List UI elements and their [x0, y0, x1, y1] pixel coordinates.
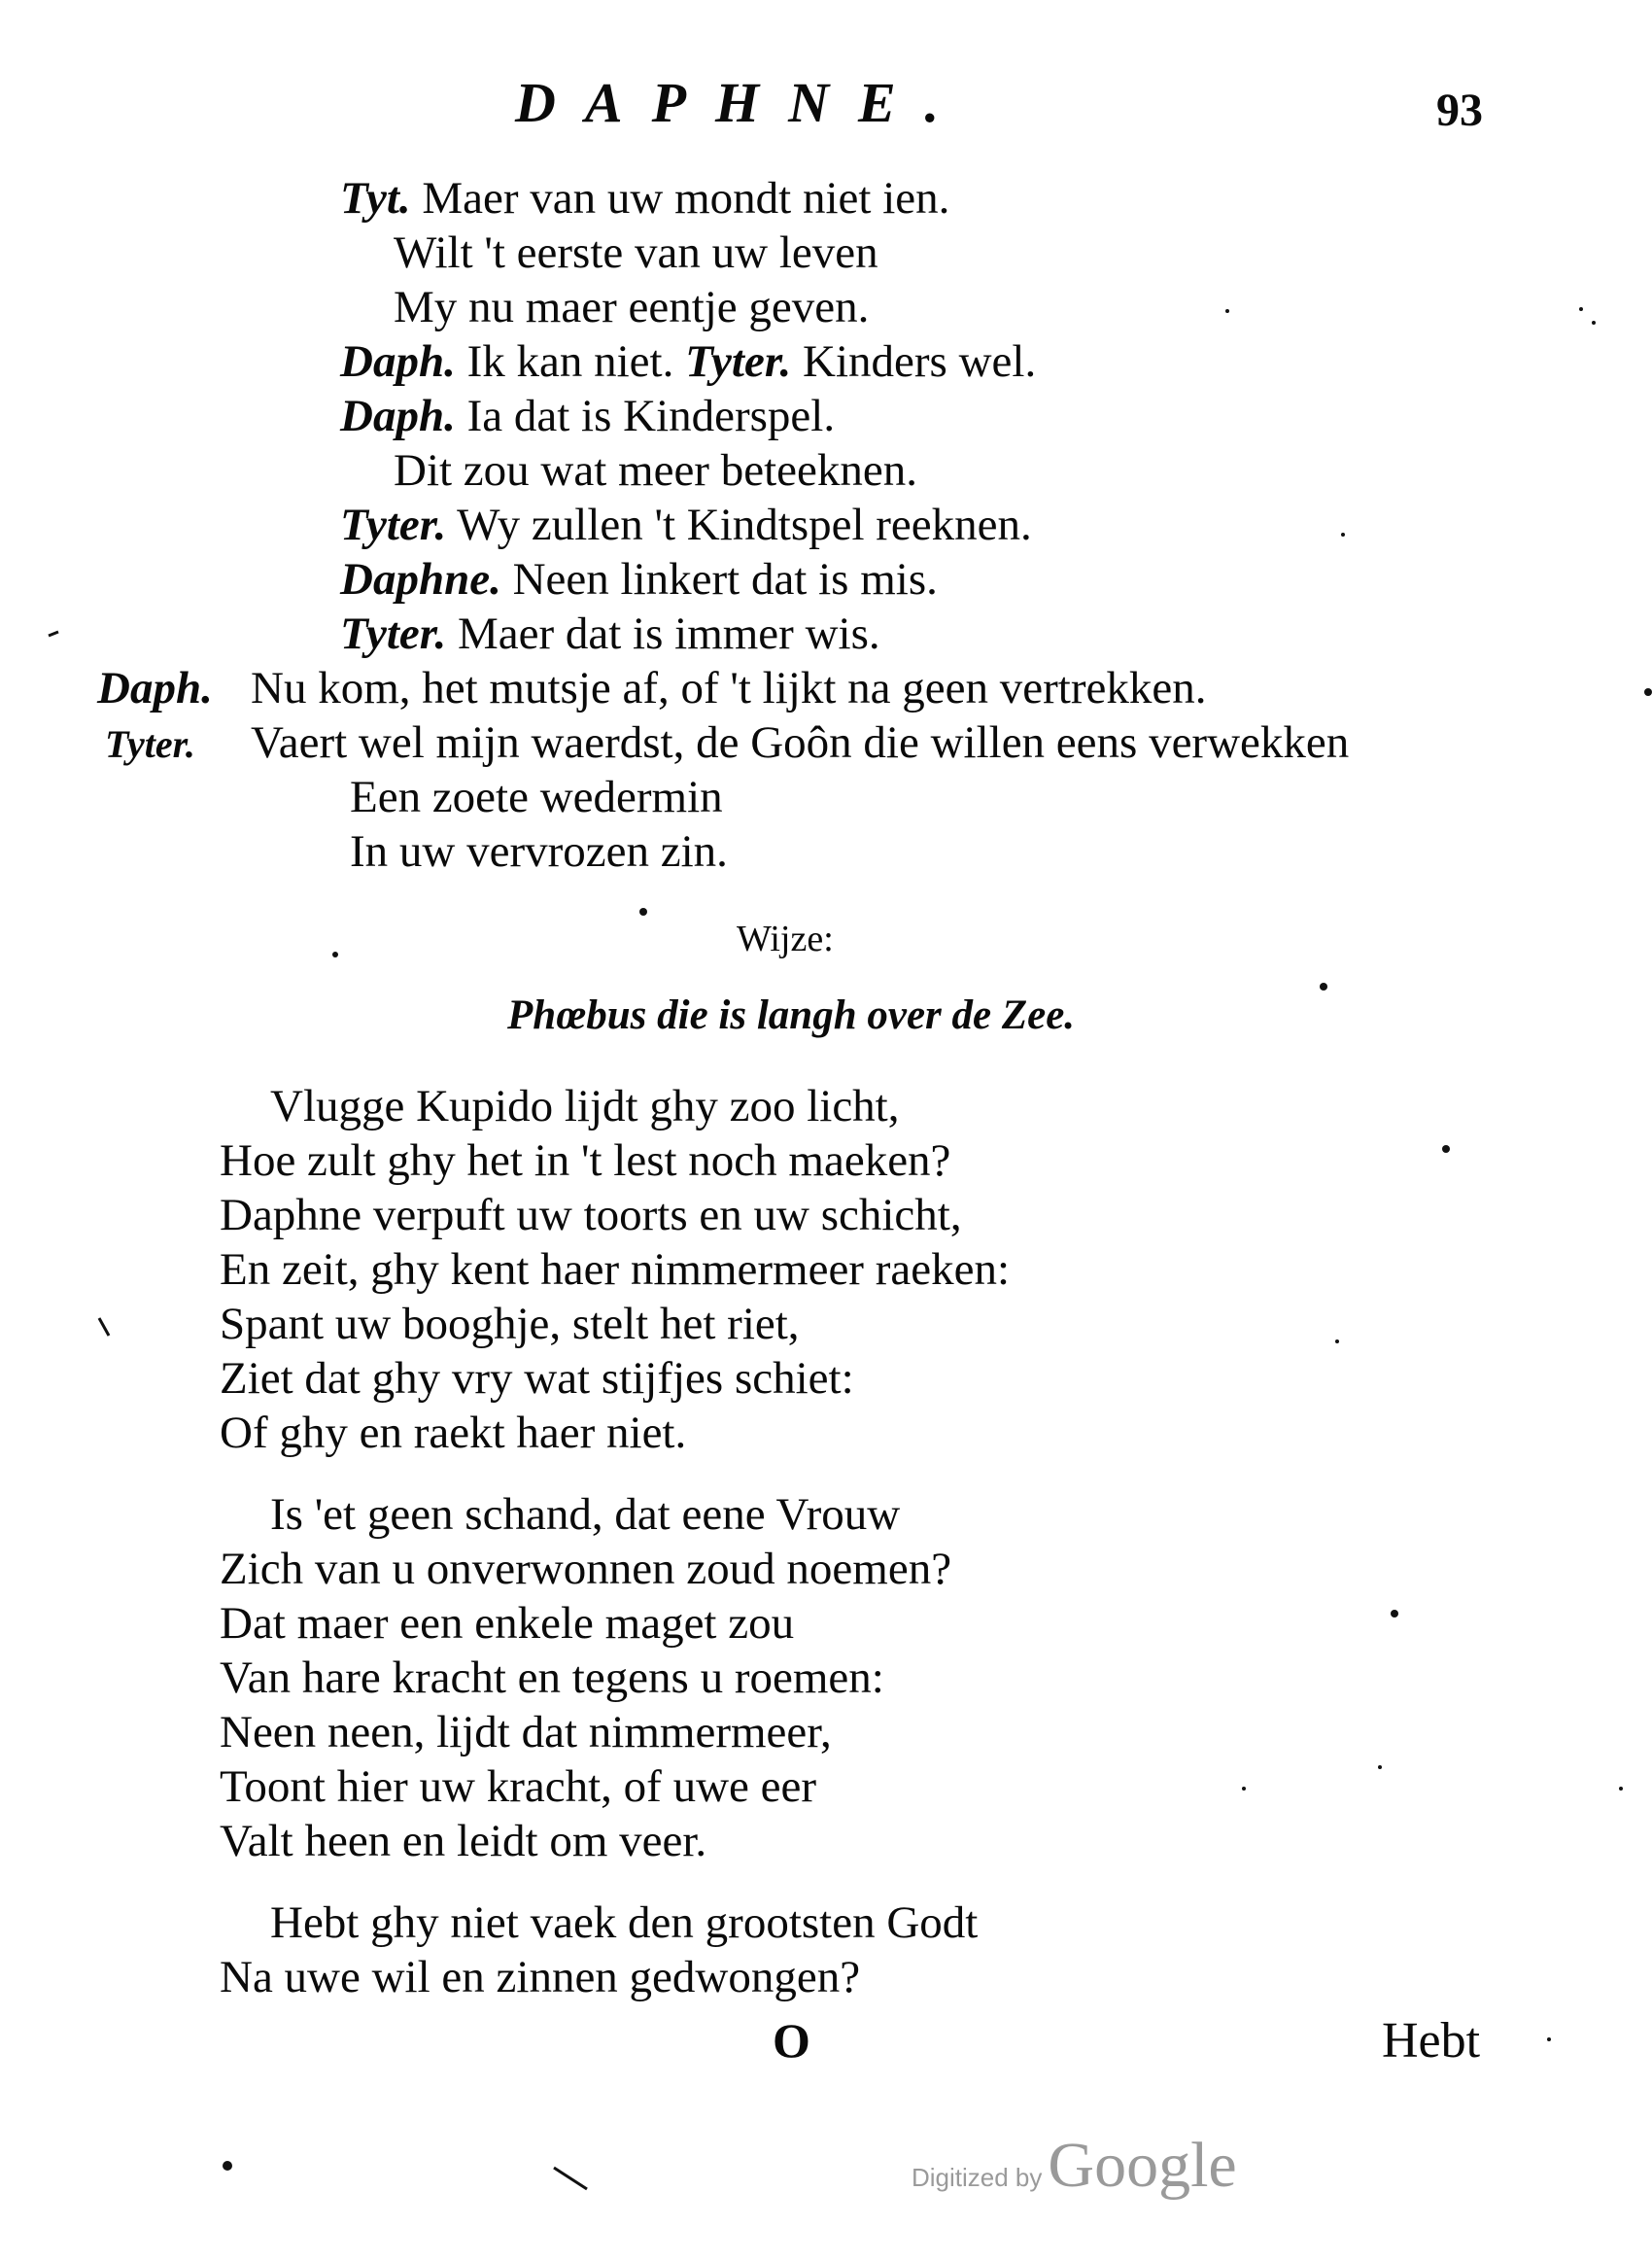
line-text: Ia dat is Kinderspel. [466, 391, 836, 441]
verse-line: Zich van u onverwonnen zoud noemen? [220, 1544, 952, 1594]
verse-line: Na uwe wil en zinnen gedwongen? [220, 1952, 861, 2002]
verse-line: Hoe zult ghy het in 't lest noch maeken? [220, 1135, 951, 1186]
line-text: Maer dat is immer wis. [457, 609, 880, 659]
tune-label: Wijze: [737, 919, 834, 959]
catchword: Hebt [1382, 2013, 1481, 2069]
verse-line: Van hare kracht en tegens u roemen: [220, 1652, 884, 1703]
dialogue-line [340, 171, 949, 226]
speaker-name: Tyt. [340, 173, 411, 224]
signature-mark: O [773, 2013, 810, 2068]
running-title: DAPHNE. [515, 71, 969, 134]
line-text: Maer van uw mondt niet ien. [422, 173, 950, 224]
verse-line: Hebt ghy niet vaek den grootsten Godt [270, 1897, 979, 1948]
line-text: Dit zou wat meer beteeknen. [394, 445, 917, 496]
line-text: Wilt 't eerste van uw leven [394, 227, 878, 278]
speaker-name: Tyter. [340, 500, 447, 550]
dialogue-line [340, 552, 938, 607]
verse-line: Valt heen en leidt om veer. [220, 1816, 707, 1866]
dialogue-line [340, 607, 880, 661]
speaker-name: Daphne. [340, 554, 501, 605]
line-text: Kinders wel. [803, 336, 1037, 387]
line-text: Nu kom, het mutsje af, of 't lijkt na geen vertrekken. [251, 663, 1207, 713]
verse-line: Is 'et geen schand, dat eene Vrouw [270, 1489, 901, 1540]
verse-line: Dat maer een enkele maget zou [220, 1598, 795, 1649]
verse-line: Neen neen, lijdt dat nimmermeer, [220, 1707, 832, 1757]
dialogue-line [394, 443, 917, 498]
verse-line: En zeit, ghy kent haer nimmermeer raeken: [220, 1244, 1010, 1295]
speaker-name: Daph. [340, 391, 456, 441]
speaker-name: Tyter. [685, 336, 792, 387]
dialogue-line [97, 661, 1206, 715]
line-text: In uw vervrozen zin. [350, 826, 728, 877]
line-text: Ik kan niet. [466, 336, 686, 387]
digitized-watermark [912, 2129, 1237, 2203]
speaker-name: Tyter. [105, 722, 195, 766]
tune-title: Phœbus die is langh over de Zee. [507, 992, 1076, 1038]
verse-line: Vlugge Kupido lijdt ghy zoo licht, [270, 1081, 900, 1131]
dialogue-line [350, 770, 723, 824]
dialogue-line [394, 280, 869, 334]
line-text: My nu maer eentje geven. [394, 282, 870, 332]
verse-line: Ziet dat ghy vry wat stijfjes schiet: [220, 1353, 854, 1404]
line-text: Wy zullen 't Kindtspel reeknen. [457, 500, 1032, 550]
speaker-name: Daph. [97, 663, 213, 713]
watermark-prefix: Digitized by [912, 2163, 1043, 2192]
line-text: Neen linkert dat is mis. [512, 554, 938, 605]
dialogue-line [350, 824, 728, 879]
dialogue-line [394, 226, 878, 280]
line-text: Vaert wel mijn waerdst, de Goôn die willen eens verwekken [251, 717, 1350, 768]
verse-line: Daphne verpuft uw toorts en uw schicht, [220, 1190, 962, 1240]
verse-line: Toont hier uw kracht, of uwe eer [220, 1761, 817, 1812]
watermark-brand: Google [1048, 2130, 1237, 2201]
verse-line: Of ghy en raekt haer niet. [220, 1408, 687, 1458]
dialogue-line [340, 334, 1036, 389]
dialogue-line [340, 389, 835, 443]
dialogue-line [105, 715, 1349, 772]
speaker-name: Daph. [340, 336, 456, 387]
line-text: Een zoete wedermin [350, 772, 723, 822]
page-number: 93 [1436, 85, 1483, 136]
dialogue-line [340, 498, 1032, 552]
speaker-name: Tyter. [340, 609, 447, 659]
verse-line: Spant uw booghje, stelt het riet, [220, 1299, 800, 1349]
